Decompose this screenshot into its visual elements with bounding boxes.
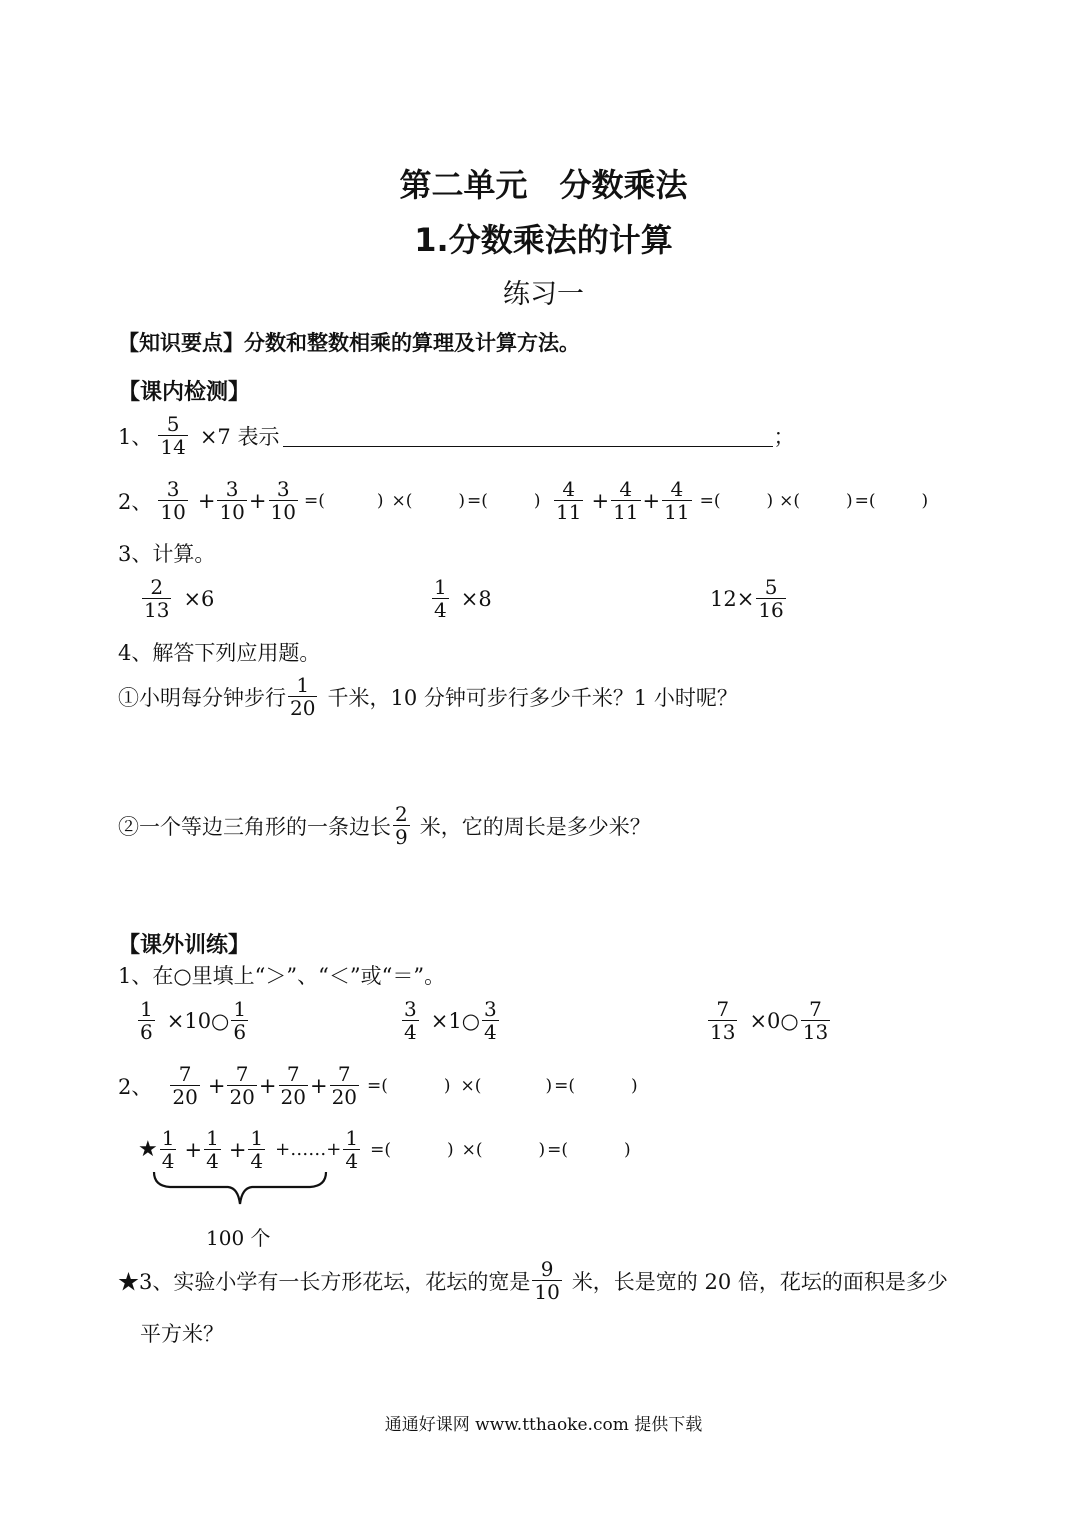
ac-q1c-compare[interactable]: ×0○ bbox=[749, 1008, 799, 1033]
in-class-heading: 【课内检测】 bbox=[118, 380, 251, 405]
numerator: 3 bbox=[225, 477, 239, 501]
ac-q3-lead: ★3、实验小学有一长方形花坛，花坛的宽是 bbox=[118, 1269, 531, 1294]
denominator: 16 bbox=[758, 598, 784, 622]
right-paren: ) bbox=[538, 1139, 546, 1160]
count-label: 100 个 bbox=[206, 1226, 271, 1250]
right-paren: ) bbox=[458, 490, 466, 511]
denominator: 4 bbox=[161, 1149, 175, 1173]
q1-text: ×7 表示 bbox=[199, 424, 280, 449]
ac-q1a-compare[interactable]: ×10○ bbox=[166, 1008, 230, 1033]
plus-sign: + bbox=[197, 488, 216, 513]
q3b-tail: ×8 bbox=[460, 586, 492, 611]
plus-sign: + bbox=[309, 1073, 328, 1098]
q4-problem-2 bbox=[118, 803, 651, 848]
numerator: 3 bbox=[276, 477, 290, 501]
in-class-q2-left bbox=[118, 478, 541, 523]
q1-answer-line[interactable] bbox=[283, 424, 773, 447]
q2-frac-1 bbox=[158, 478, 187, 523]
q4p1-tail: 千米，10 分钟可步行多少千米？1 小时呢？ bbox=[327, 685, 738, 710]
star-icon: ★ bbox=[138, 1137, 158, 1162]
plus-sign: + bbox=[207, 1073, 226, 1098]
ac-q2-frac-1 bbox=[170, 1063, 199, 1108]
denominator: 10 bbox=[270, 500, 296, 524]
numerator: 7 bbox=[809, 997, 822, 1021]
numerator: 3 bbox=[166, 477, 180, 501]
times-sign: × bbox=[461, 1139, 476, 1160]
q4-problem-1 bbox=[118, 674, 738, 719]
in-class-q2-right bbox=[552, 478, 928, 523]
right-paren: ) bbox=[630, 1075, 638, 1096]
equals-sign: = bbox=[854, 490, 869, 511]
q1-number: 1、 bbox=[118, 424, 153, 449]
numerator: 7 bbox=[716, 997, 730, 1021]
ac-q2-line1 bbox=[118, 1063, 638, 1108]
numerator: 4 bbox=[670, 477, 684, 501]
left-paren: ( bbox=[381, 1075, 388, 1096]
left-paren: ( bbox=[793, 490, 800, 511]
ac-q1-a bbox=[136, 998, 250, 1043]
equals-sign: = bbox=[467, 490, 482, 511]
denominator: 14 bbox=[160, 435, 186, 459]
numerator: 4 bbox=[562, 477, 576, 501]
denominator: 6 bbox=[140, 1020, 153, 1044]
left-paren: ( bbox=[318, 490, 325, 511]
key-points-text: 分数和整数相乘的算理及计算方法。 bbox=[244, 331, 580, 355]
right-paren: ) bbox=[443, 1075, 451, 1096]
denominator: 11 bbox=[556, 500, 582, 524]
ac-q1-b bbox=[400, 998, 501, 1043]
plus-sign: + bbox=[258, 1073, 277, 1098]
ac-q3-tail: 米，长是宽的 20 倍，花坛的面积是多少 bbox=[571, 1269, 948, 1294]
numerator: 7 bbox=[235, 1062, 249, 1086]
numerator: 1 bbox=[250, 1126, 264, 1150]
denominator: 20 bbox=[290, 696, 316, 720]
right-paren: ) bbox=[624, 1139, 631, 1160]
ac-q1b-frac-2 bbox=[482, 998, 499, 1043]
denominator: 10 bbox=[219, 500, 245, 524]
ac-q1c-frac-2 bbox=[801, 998, 830, 1043]
q4p1-lead: ①小明每分钟步行 bbox=[118, 685, 286, 710]
denominator: 10 bbox=[160, 500, 186, 524]
q4p1-fraction bbox=[288, 674, 317, 719]
denominator: 9 bbox=[395, 825, 408, 849]
denominator: 4 bbox=[404, 1020, 417, 1044]
numerator: 2 bbox=[395, 802, 408, 826]
right-paren: ) bbox=[846, 490, 853, 511]
numerator: 1 bbox=[140, 997, 153, 1021]
right-paren: ) bbox=[921, 490, 929, 511]
ac-q1-label: 1、在○里填上“＞”、“＜”或“＝”。 bbox=[118, 964, 446, 988]
lesson-title: 1.分数乘法的计算 bbox=[414, 221, 673, 259]
star-frac-2 bbox=[204, 1127, 221, 1172]
ac-q1-c bbox=[706, 998, 832, 1043]
q3-item-c bbox=[710, 576, 788, 621]
footer-text: 通通好课网 www.tthaoke.com 提供下载 bbox=[384, 1415, 703, 1435]
denominator: 13 bbox=[144, 598, 170, 622]
star-frac-4 bbox=[343, 1127, 360, 1172]
q4p2-fraction bbox=[393, 803, 410, 848]
q1-end: ； bbox=[773, 424, 795, 449]
denominator: 13 bbox=[802, 1020, 829, 1044]
q4p2-tail: 米，它的周长是多少米？ bbox=[419, 814, 651, 839]
denominator: 20 bbox=[331, 1085, 358, 1109]
q1-fraction bbox=[158, 413, 187, 458]
ac-q3-fraction bbox=[532, 1258, 561, 1303]
q2-number: 2、 bbox=[118, 489, 153, 514]
left-paren: ( bbox=[713, 490, 721, 511]
denominator: 10 bbox=[534, 1280, 560, 1304]
denominator: 4 bbox=[484, 1020, 497, 1044]
equals-sign: = bbox=[370, 1139, 385, 1160]
ac-q2-number: 2、 bbox=[118, 1074, 153, 1099]
q3-label: 3、计算。 bbox=[118, 542, 216, 566]
left-paren: ( bbox=[868, 490, 876, 511]
numerator: 3 bbox=[404, 997, 417, 1021]
plus-sign: + bbox=[248, 488, 267, 513]
left-paren: ( bbox=[474, 1075, 482, 1096]
left-paren: ( bbox=[481, 490, 488, 511]
q3a-tail: ×6 bbox=[183, 586, 215, 611]
numerator: 1 bbox=[161, 1126, 175, 1150]
q4p2-lead: ②一个等边三角形的一条边长 bbox=[118, 814, 391, 839]
numerator: 1 bbox=[206, 1126, 219, 1150]
left-paren: ( bbox=[475, 1139, 483, 1160]
numerator: 1 bbox=[296, 673, 310, 697]
left-paren: ( bbox=[384, 1139, 391, 1160]
exercise-title: 练习一 bbox=[503, 279, 584, 310]
right-paren: ) bbox=[766, 490, 774, 511]
in-class-q1 bbox=[118, 413, 794, 458]
ac-q1a-frac-1 bbox=[138, 998, 155, 1043]
underbrace-icon bbox=[150, 1170, 330, 1218]
q2r-frac-3 bbox=[662, 478, 691, 523]
ac-q2-frac-2 bbox=[227, 1063, 256, 1108]
numerator: 5 bbox=[166, 412, 180, 436]
equals-sign: = bbox=[547, 1139, 562, 1160]
q3-item-b bbox=[430, 576, 492, 621]
q2-frac-2 bbox=[217, 478, 246, 523]
numerator: 2 bbox=[150, 575, 164, 599]
q3c-fraction bbox=[756, 576, 785, 621]
numerator: 7 bbox=[178, 1062, 192, 1086]
ac-q1b-frac-1 bbox=[402, 998, 419, 1043]
ac-q1b-compare[interactable]: ×1○ bbox=[430, 1008, 481, 1033]
right-paren: ) bbox=[545, 1075, 553, 1096]
denominator: 4 bbox=[345, 1149, 359, 1173]
denominator: 20 bbox=[229, 1085, 255, 1109]
left-paren: ( bbox=[568, 1075, 575, 1096]
q3b-fraction bbox=[432, 576, 449, 621]
times-sign: × bbox=[460, 1075, 475, 1096]
times-sign: × bbox=[391, 490, 406, 511]
plus-sign: + bbox=[184, 1137, 203, 1162]
ellipsis-plus: +……+ bbox=[275, 1139, 342, 1160]
denominator: 20 bbox=[280, 1085, 306, 1109]
equals-sign: = bbox=[367, 1075, 382, 1096]
q4-label: 4、解答下列应用题。 bbox=[118, 641, 321, 665]
plus-sign: + bbox=[591, 488, 610, 513]
ac-q1c-frac-1 bbox=[708, 998, 737, 1043]
numerator: 4 bbox=[619, 477, 633, 501]
q2r-frac-1 bbox=[554, 478, 583, 523]
ac-q2-frac-3 bbox=[279, 1063, 308, 1108]
denominator: 4 bbox=[434, 598, 447, 622]
ac-q3-line1 bbox=[118, 1258, 948, 1303]
times-sign: × bbox=[779, 490, 794, 511]
ac-q2-star-line bbox=[138, 1127, 631, 1172]
denominator: 13 bbox=[710, 1020, 736, 1044]
plus-sign: + bbox=[642, 488, 661, 513]
numerator: 1 bbox=[434, 575, 447, 599]
left-paren: ( bbox=[561, 1139, 569, 1160]
star-frac-1 bbox=[160, 1127, 177, 1172]
numerator: 9 bbox=[540, 1257, 554, 1281]
q2r-frac-2 bbox=[611, 478, 640, 523]
denominator: 11 bbox=[613, 500, 639, 524]
equals-sign: = bbox=[554, 1075, 569, 1096]
q3-item-a bbox=[140, 576, 214, 621]
numerator: 7 bbox=[337, 1062, 351, 1086]
plus-sign: + bbox=[228, 1137, 247, 1162]
numerator: 3 bbox=[484, 997, 497, 1021]
equals-sign: = bbox=[699, 490, 714, 511]
right-paren: ) bbox=[533, 490, 541, 511]
numerator: 5 bbox=[764, 575, 778, 599]
denominator: 11 bbox=[664, 500, 690, 524]
equals-sign: = bbox=[303, 490, 319, 511]
ac-q3-line2: 平方米？ bbox=[140, 1322, 224, 1346]
key-points-label: 【知识要点】 bbox=[118, 331, 244, 355]
denominator: 6 bbox=[233, 1020, 247, 1044]
numerator: 7 bbox=[286, 1062, 300, 1086]
numerator: 1 bbox=[345, 1126, 359, 1150]
q2-frac-3 bbox=[269, 478, 298, 523]
star-frac-3 bbox=[248, 1127, 265, 1172]
ac-q2-frac-4 bbox=[330, 1063, 359, 1108]
after-class-heading: 【课外训练】 bbox=[118, 933, 251, 958]
left-paren: ( bbox=[405, 490, 413, 511]
unit-title: 第二单元 分数乘法 bbox=[399, 166, 688, 204]
right-paren: ) bbox=[446, 1139, 454, 1160]
denominator: 20 bbox=[172, 1085, 198, 1109]
right-paren: ) bbox=[376, 490, 384, 511]
q3c-lead: 12× bbox=[710, 586, 755, 611]
denominator: 4 bbox=[250, 1149, 264, 1173]
denominator: 4 bbox=[206, 1149, 219, 1173]
q3a-fraction bbox=[142, 576, 171, 621]
ac-q1a-frac-2 bbox=[231, 998, 248, 1043]
numerator: 1 bbox=[233, 997, 247, 1021]
key-points bbox=[118, 327, 580, 357]
